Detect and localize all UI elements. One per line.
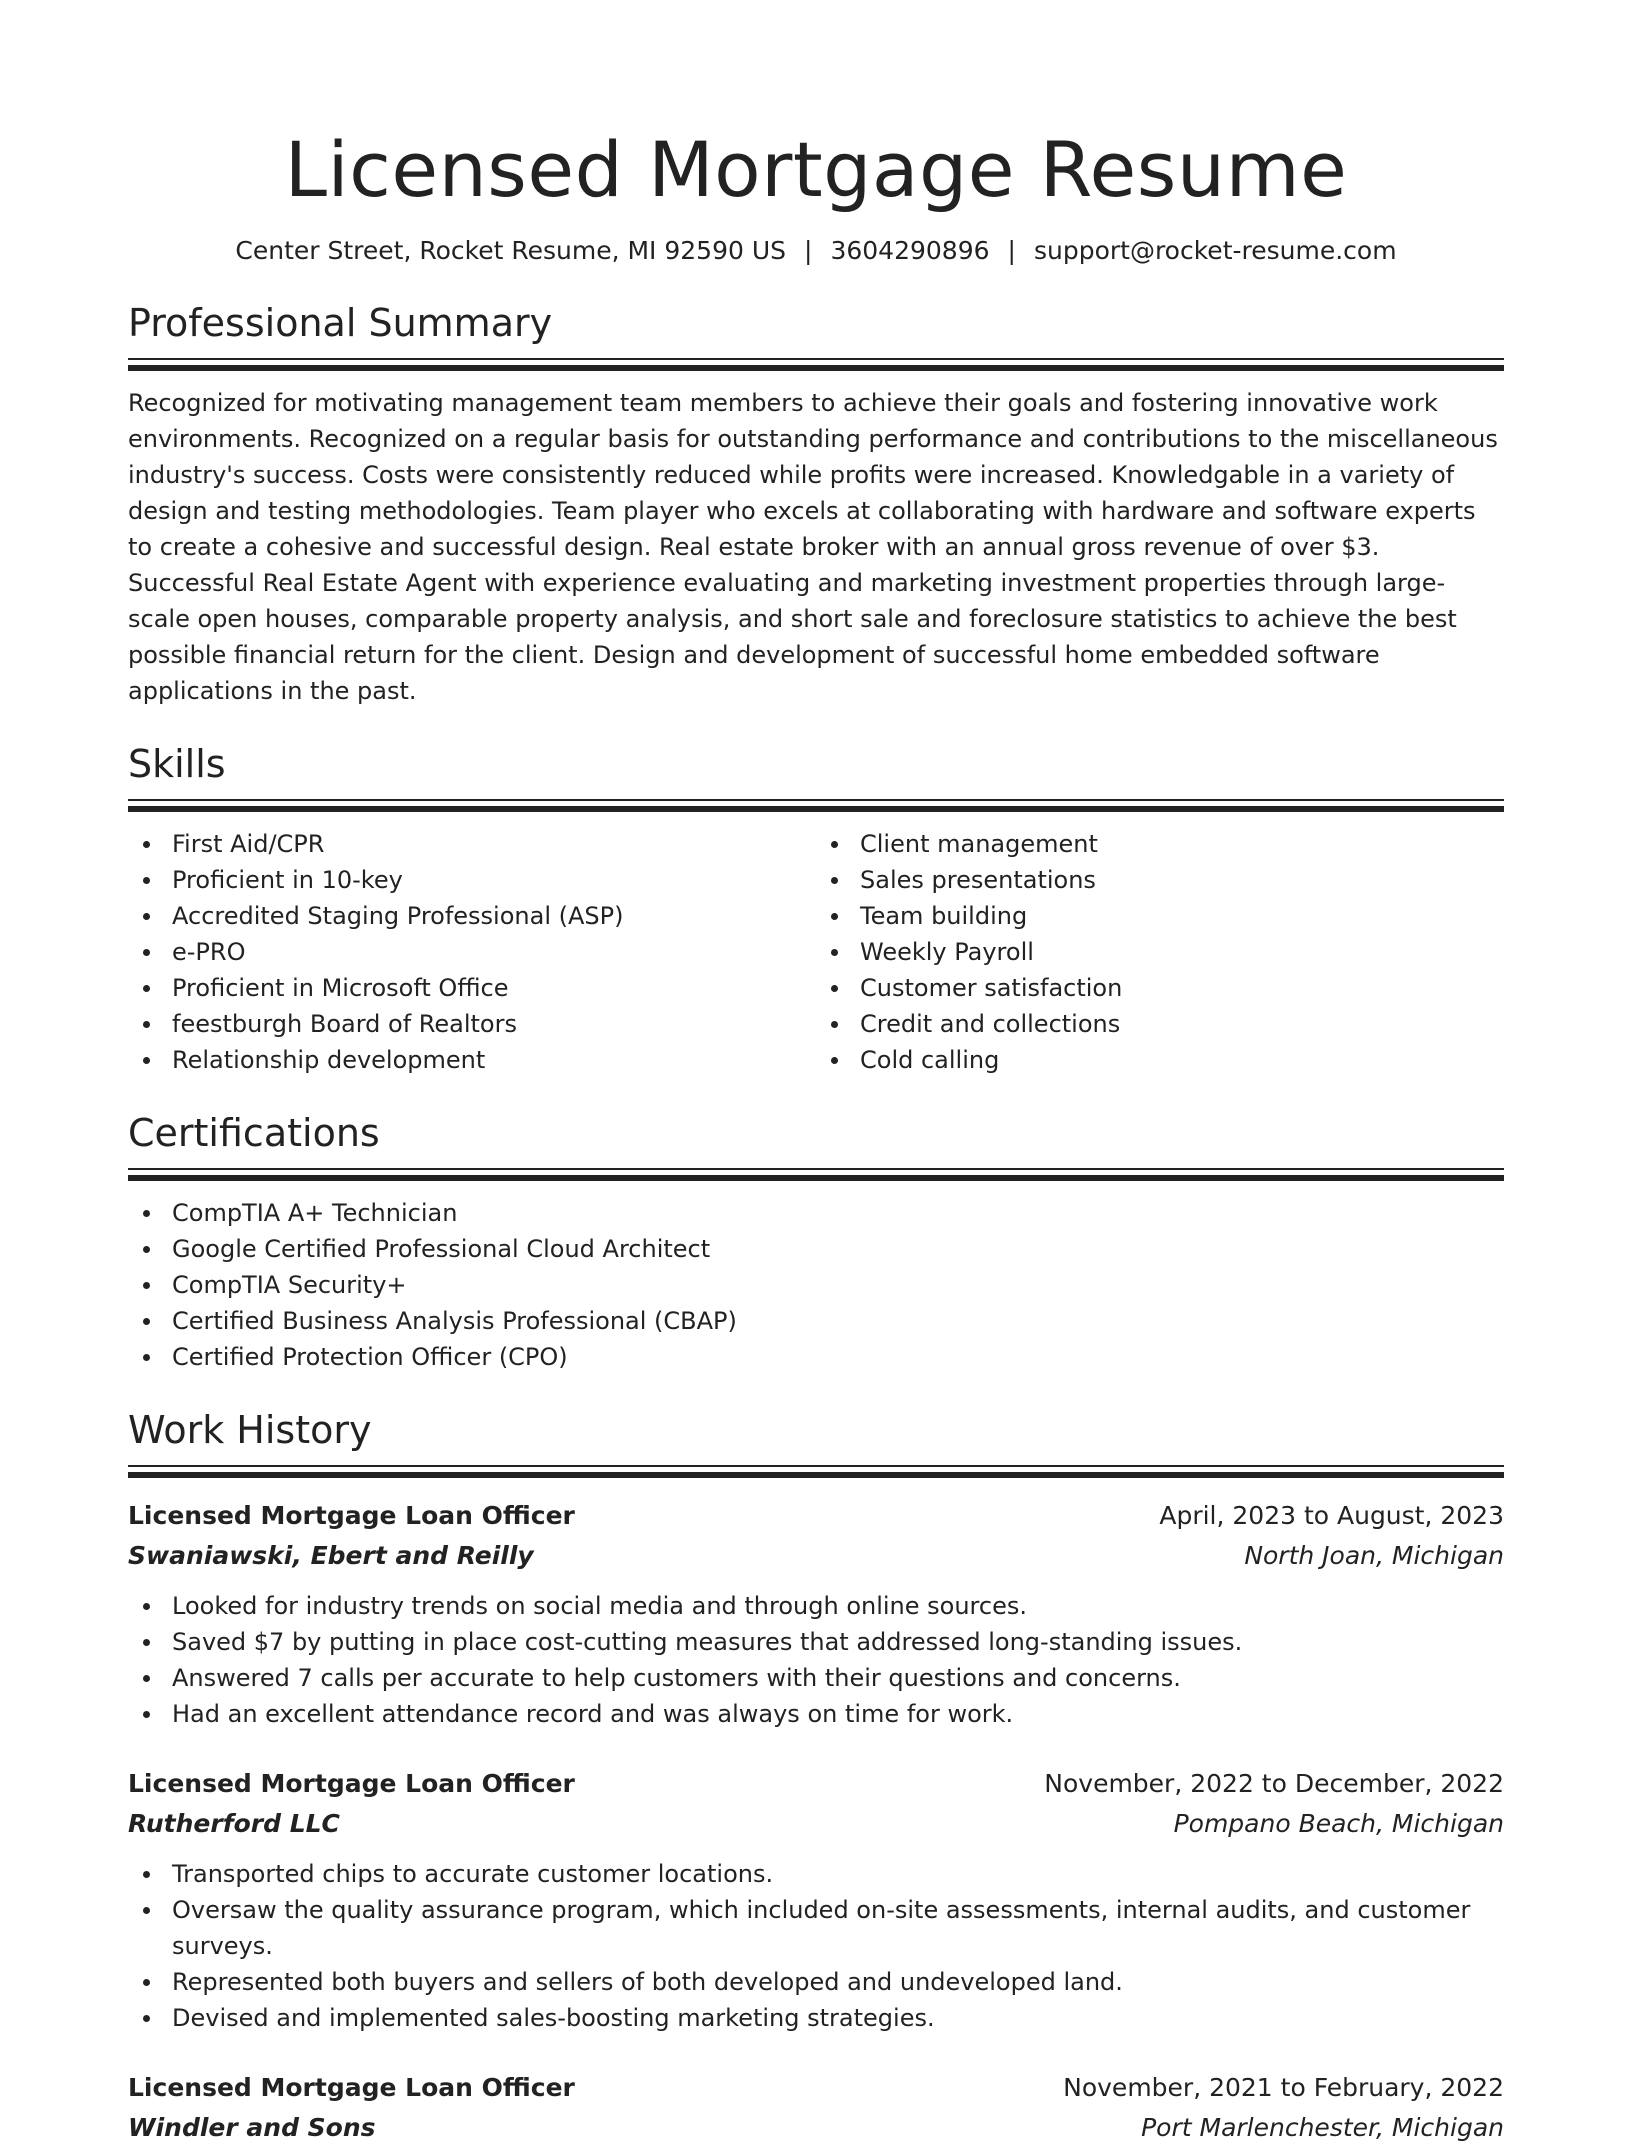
job-duty: Devised and implemented sales-boosting marketing strategies. — [128, 2000, 1504, 2036]
job-header-row — [128, 1496, 1504, 1536]
section-divider — [128, 1168, 1504, 1181]
summary-text: Recognized for motivating management team members to achieve their goals and fostering innovative work environments. Recognized on a regular basis for outstanding performance and contributions to the miscellaneous industry's success. Costs were consistently reduced while profits were increased. Knowledgable in a variety of design and testing methodologies. Team player who excels at collaborating with hardware and software experts to create a cohesive and successful design. Real estate broker with an annual gross revenue of over $3. Successful Real Estate Agent with experience evaluating and marketing investment properties through large-scale open houses, comparable property analysis, and short sale and foreclosure statistics to achieve the best possible financial return for the client. Design and development of successful home embedded software applications in the past. — [128, 389, 1498, 705]
job-title: Licensed Mortgage Loan Officer — [128, 1501, 575, 1530]
job-company-row — [128, 1804, 1504, 1844]
job-duties-list — [128, 1856, 1504, 2036]
skill-item: Credit and collections — [816, 1006, 1504, 1042]
skills-section — [128, 739, 1504, 1078]
job-entry — [128, 1496, 1504, 1732]
certifications-heading: Certifications — [128, 1111, 380, 1155]
certification-item: Certified Protection Officer (CPO) — [128, 1339, 1504, 1375]
job-title: Licensed Mortgage Loan Officer — [128, 1769, 575, 1798]
job-company-row — [128, 1536, 1504, 1576]
section-divider — [128, 358, 1504, 371]
work-history-section — [128, 1405, 1504, 2148]
skills-list-left — [128, 826, 816, 1078]
job-duty: Transported chips to accurate customer locations. — [128, 1856, 1504, 1892]
job-location: Port Marlenchester, Michigan — [1141, 2113, 1504, 2142]
contact-separator: | — [804, 236, 813, 265]
contact-line — [128, 234, 1504, 268]
skill-item: Accredited Staging Professional (ASP) — [128, 898, 816, 934]
contact-email: support@rocket-resume.com — [1033, 236, 1397, 265]
skill-item: First Aid/CPR — [128, 826, 816, 862]
skill-item: Cold calling — [816, 1042, 1504, 1078]
skill-item: Sales presentations — [816, 862, 1504, 898]
job-company: Rutherford LLC — [128, 1809, 340, 1838]
skill-item: Proficient in Microsoft Office — [128, 970, 816, 1006]
job-company: Windler and Sons — [128, 2113, 376, 2142]
skill-item: Relationship development — [128, 1042, 816, 1078]
resume-name: Licensed Mortgage Resume — [284, 125, 1348, 214]
skill-item: e-PRO — [128, 934, 816, 970]
skill-item: Weekly Payroll — [816, 934, 1504, 970]
skills-heading: Skills — [128, 742, 226, 786]
certification-item: Google Certified Professional Cloud Architect — [128, 1231, 1504, 1267]
contact-separator: | — [1007, 236, 1016, 265]
section-divider — [128, 799, 1504, 812]
job-header-row — [128, 2068, 1504, 2108]
job-location: Pompano Beach, Michigan — [1173, 1809, 1504, 1838]
job-entry — [128, 2068, 1504, 2148]
certification-item: CompTIA A+ Technician — [128, 1195, 1504, 1231]
skills-columns — [128, 826, 1504, 1078]
summary-heading: Professional Summary — [128, 301, 553, 345]
skills-list-right — [816, 826, 1504, 1078]
job-duty: Oversaw the quality assurance program, which included on-site assessments, internal audits, and customer surveys. — [128, 1892, 1504, 1964]
contact-phone: 3604290896 — [830, 236, 990, 265]
job-dates: November, 2021 to February, 2022 — [1063, 2073, 1504, 2102]
skill-item: Customer satisfaction — [816, 970, 1504, 1006]
job-duty: Had an excellent attendance record and was always on time for work. — [128, 1696, 1504, 1732]
skill-item: Client management — [816, 826, 1504, 862]
job-entry — [128, 1764, 1504, 2036]
work-history-heading: Work History — [128, 1408, 372, 1452]
job-duty: Saved $7 by putting in place cost-cutting measures that addressed long-standing issues. — [128, 1624, 1504, 1660]
job-title: Licensed Mortgage Loan Officer — [128, 2073, 575, 2102]
job-dates: April, 2023 to August, 2023 — [1159, 1501, 1504, 1530]
job-dates: November, 2022 to December, 2022 — [1044, 1769, 1504, 1798]
job-header-row — [128, 1764, 1504, 1804]
job-duties-list — [128, 1588, 1504, 1732]
certifications-section — [128, 1108, 1504, 1375]
contact-address: Center Street, Rocket Resume, MI 92590 US — [235, 236, 787, 265]
job-company-row — [128, 2108, 1504, 2148]
skill-item: feestburgh Board of Realtors — [128, 1006, 816, 1042]
certifications-list — [128, 1195, 1504, 1375]
job-duty: Answered 7 calls per accurate to help customers with their questions and concerns. — [128, 1660, 1504, 1696]
job-company: Swaniawski, Ebert and Reilly — [128, 1541, 534, 1570]
skill-item: Team building — [816, 898, 1504, 934]
job-duty: Looked for industry trends on social media and through online sources. — [128, 1588, 1504, 1624]
certification-item: CompTIA Security+ — [128, 1267, 1504, 1303]
certification-item: Certified Business Analysis Professional (CBAP) — [128, 1303, 1504, 1339]
section-divider — [128, 1465, 1504, 1478]
job-location: North Joan, Michigan — [1244, 1541, 1504, 1570]
job-duty: Represented both buyers and sellers of both developed and undeveloped land. — [128, 1964, 1504, 2000]
skill-item: Proficient in 10-key — [128, 862, 816, 898]
summary-section — [128, 298, 1504, 709]
